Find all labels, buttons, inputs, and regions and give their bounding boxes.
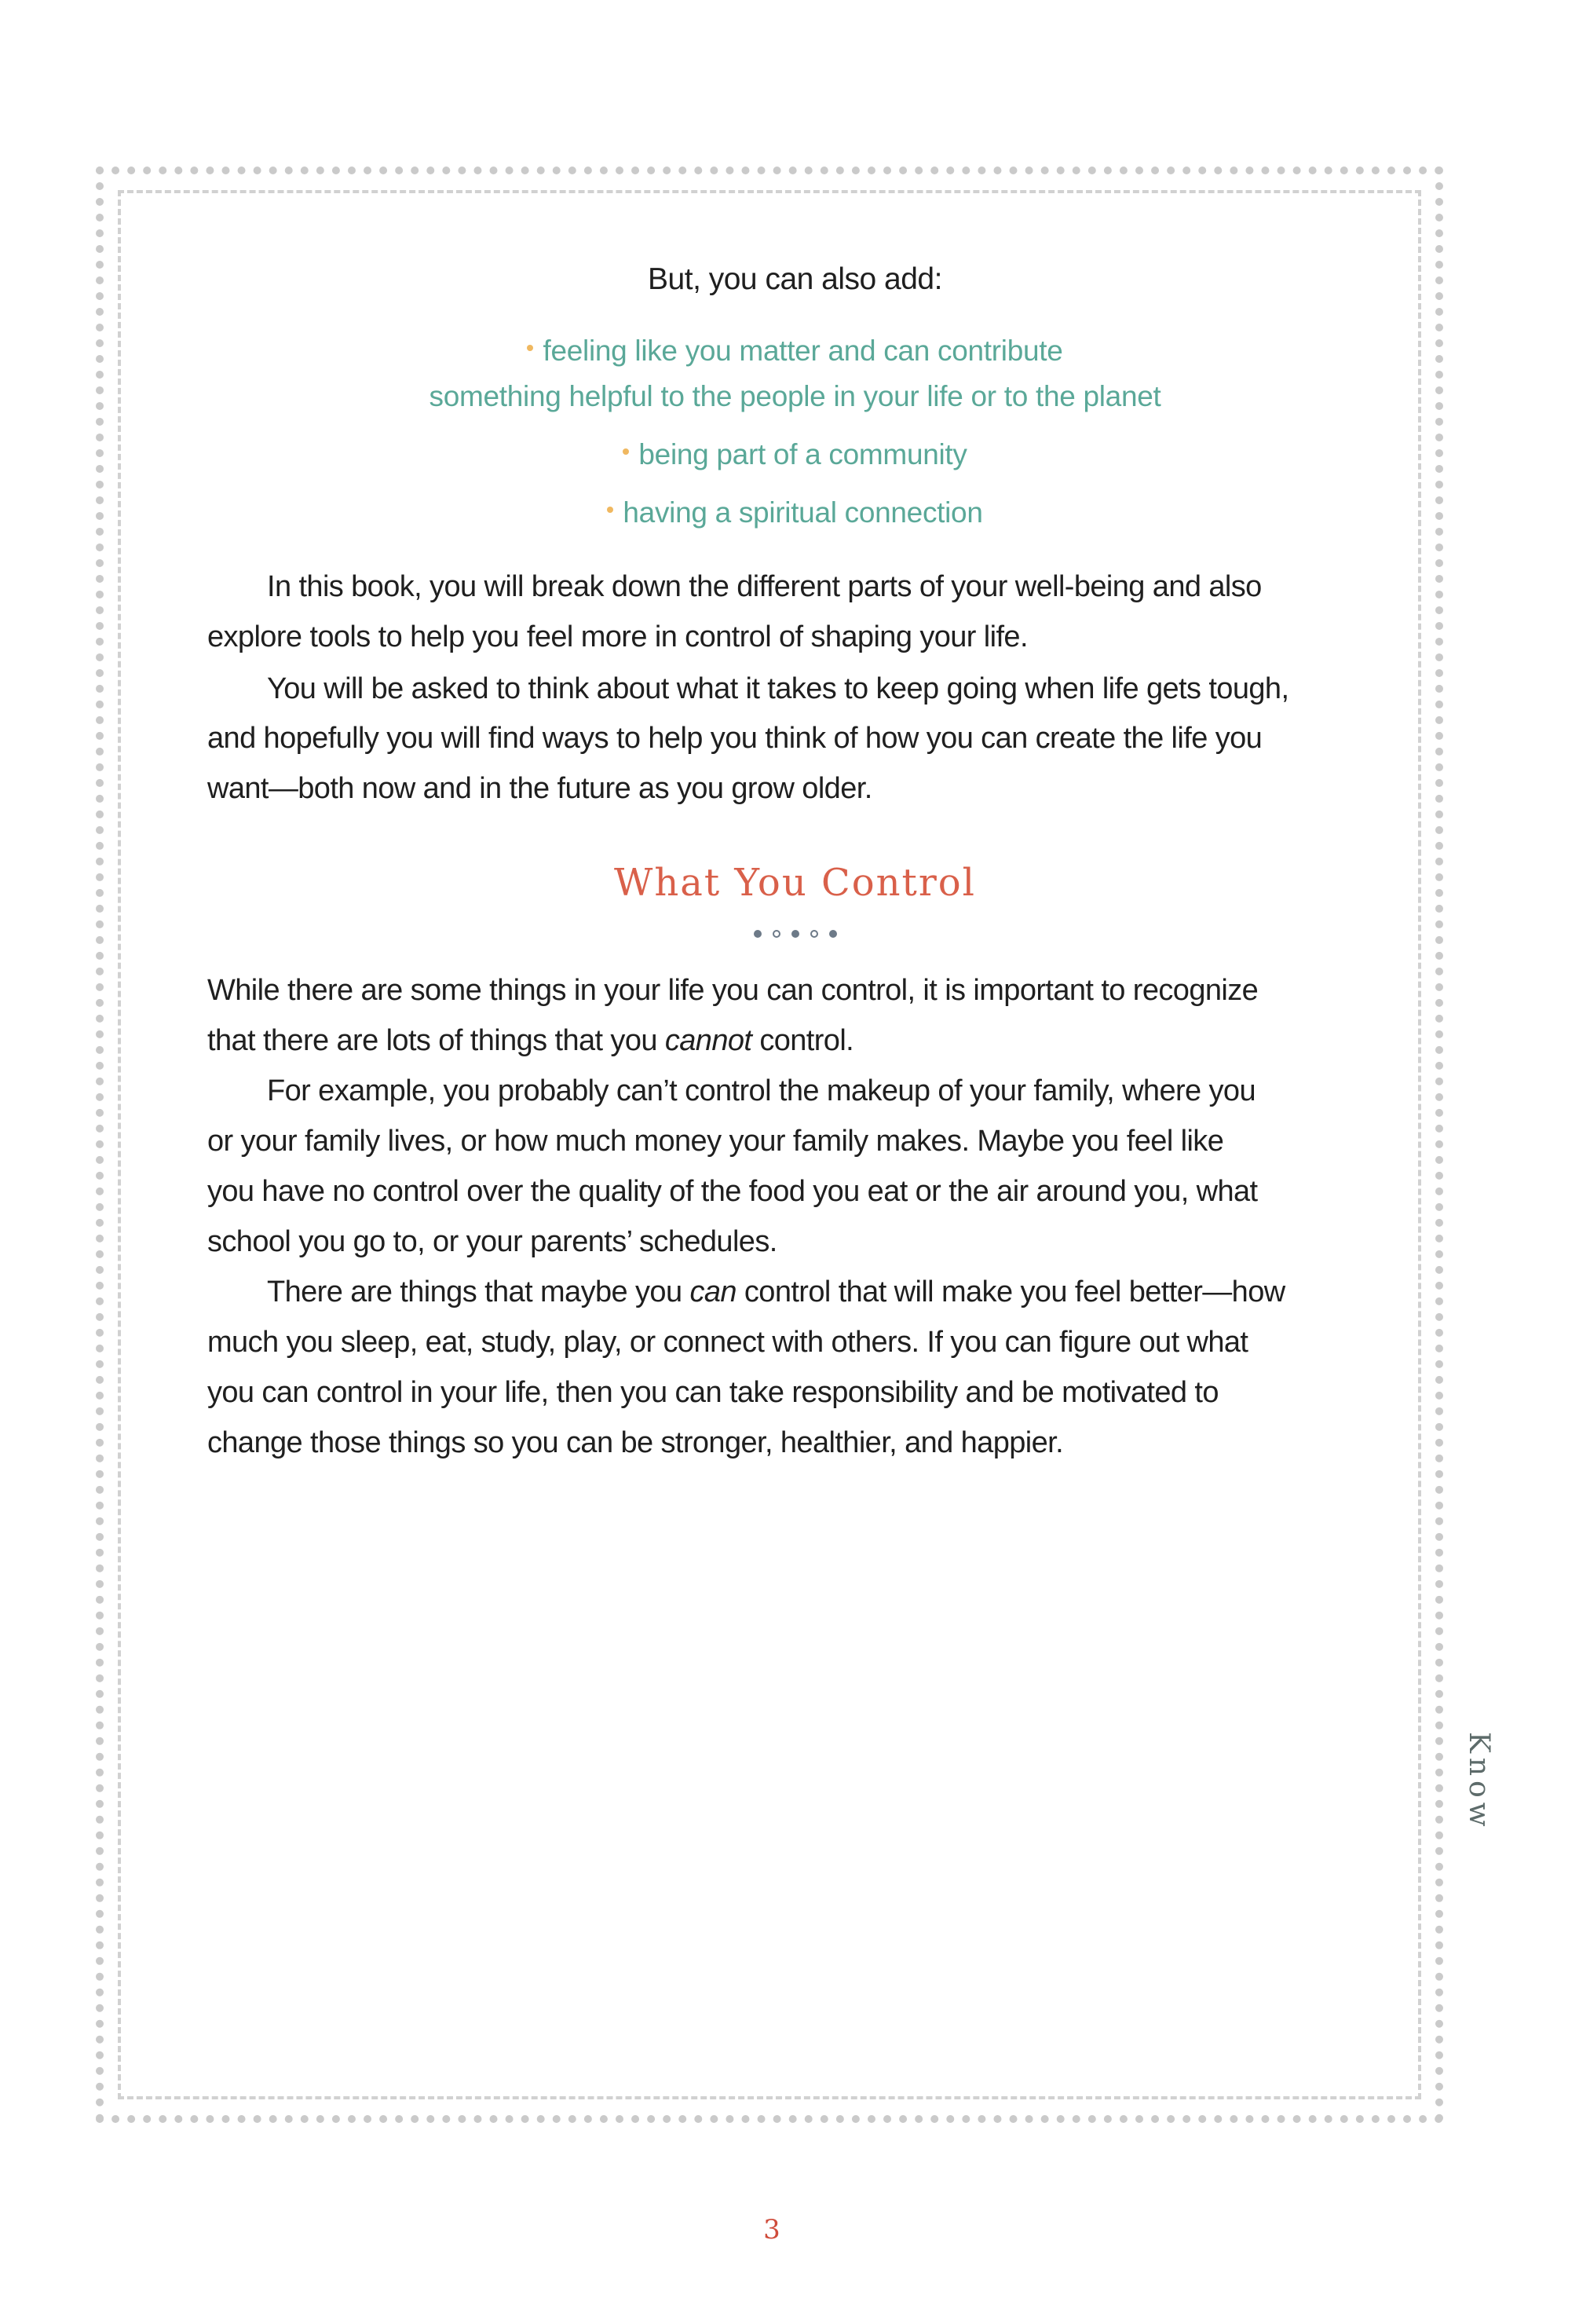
paragraph-line: While there are some things in your life you can control, it is important to recognize	[207, 974, 1259, 1007]
paragraph-line: In this book, you will break down the different parts of your well-being and also	[267, 570, 1262, 603]
paragraph-line: explore tools to help you feel more in control of shaping your life.	[207, 620, 1028, 653]
chapter-side-tab: Know	[1463, 1732, 1495, 1832]
emphasis-text: cannot	[664, 1024, 752, 1057]
bullet-dot-icon	[527, 345, 533, 351]
bullet-item-1	[0, 336, 1590, 365]
text-run: control that will make you feel better—how	[736, 1275, 1285, 1308]
emphasis-text: can	[689, 1275, 737, 1308]
section-heading: What You Control	[613, 861, 977, 905]
paragraph-line: change those things so you can be stronger, healthier, and happier.	[207, 1426, 1064, 1459]
ornament-dot-icon	[791, 930, 799, 938]
paragraph-line: want—both now and in the future as you grow older.	[207, 772, 872, 805]
ornament-dot-icon	[810, 930, 818, 938]
ornament-dot-icon	[773, 930, 780, 938]
bullet-item-2	[0, 440, 1590, 469]
paragraph-line: or your family lives, or how much money your family makes. Maybe you feel like	[207, 1125, 1224, 1158]
text-run: control.	[751, 1024, 854, 1057]
paragraph-line: you can control in your life, then you can take responsibility and be motivated to	[207, 1376, 1219, 1409]
paragraph-line: you have no control over the quality of the food you eat or the air around you, what	[207, 1175, 1258, 1208]
bullet-item-1-continuation: something helpful to the people in your life or to the planet	[429, 380, 1161, 412]
text-run: that there are lots of things that you	[207, 1024, 665, 1057]
bullet-text: being part of a community	[638, 438, 967, 470]
bullet-text: having a spiritual connection	[623, 496, 983, 529]
paragraph-line: and hopefully you will find ways to help you think of how you can create the life you	[207, 722, 1263, 755]
paragraph-line: You will be asked to think about what it takes to keep going when life gets tough,	[267, 672, 1289, 705]
paragraph-line	[267, 1277, 1285, 1307]
paragraph-line: much you sleep, eat, study, play, or connect with others. If you can figure out what	[207, 1326, 1248, 1359]
ornament-dot-icon	[754, 930, 762, 938]
bullet-dot-icon	[607, 507, 613, 513]
paragraph-line: school you go to, or your parents’ schedules.	[207, 1225, 777, 1258]
paragraph-line	[207, 1026, 853, 1056]
heading-ornament-dots	[0, 930, 1590, 938]
page-number: 3	[763, 2214, 780, 2245]
paragraph-line: For example, you probably can’t control the makeup of your family, where you	[267, 1074, 1256, 1107]
intro-lead-text: But, you can also add:	[648, 262, 942, 296]
text-run: There are things that maybe you	[267, 1275, 690, 1308]
ornament-dot-icon	[829, 930, 837, 938]
bullet-item-3	[0, 498, 1590, 527]
bullet-text: feeling like you matter and can contribute	[543, 335, 1063, 367]
bullet-dot-icon	[623, 448, 629, 455]
